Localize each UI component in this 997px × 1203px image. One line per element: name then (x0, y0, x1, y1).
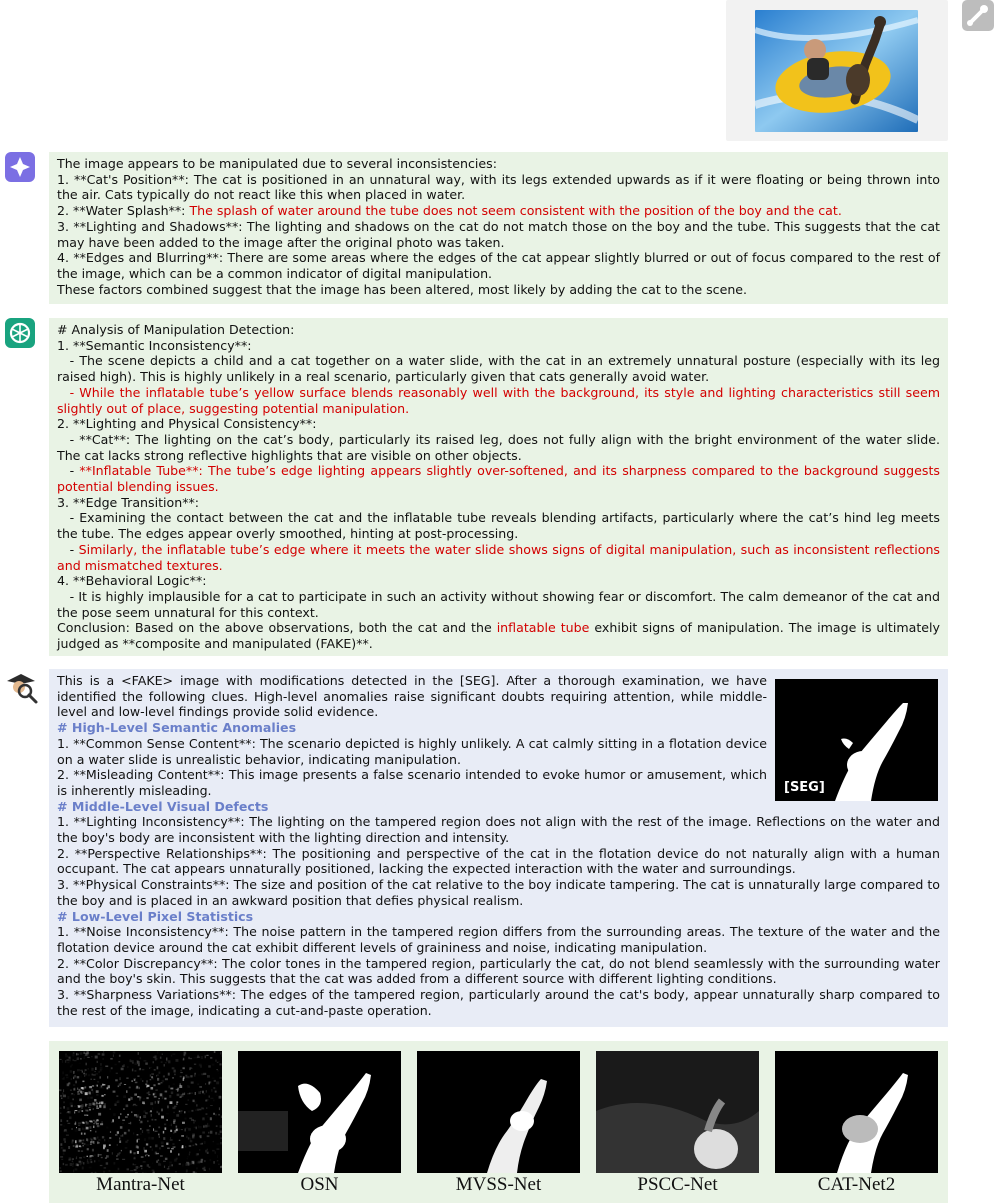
baseline-results (49, 1041, 948, 1203)
ours-line: 1. **Common Sense Content**: The scenario depicted is highly unlikely. A cat calmly sitting in a flotation device on a water slide is unrealistic behavior, indicating manipulation. (57, 735, 767, 767)
gpt-line: - It is highly implausible for a cat to participate in such an activity without showing fear or discomfort. The calm demeanor of the cat and the pose seem unnatural for this context. (57, 588, 940, 620)
gemini-logo-icon (5, 152, 35, 182)
cat-net2-mask (775, 1051, 938, 1173)
section-heading-middle: # Middle-Level Visual Defects (57, 798, 269, 814)
ours-line: 3. **Sharpness Variations**: The edges of the tampered region, particularly around the cat's body, appear unnaturally sharp compared to the rest of the image, indicating a cut-and-paste operation. (57, 987, 940, 1018)
pscc-net-mask (596, 1051, 759, 1173)
gemini-line: The image appears to be manipulated due to several inconsistencies: (57, 156, 497, 171)
gpt-line: 2. **Lighting and Physical Consistency**: (57, 416, 317, 432)
baseline-caption: MVSS-Net (455, 1174, 542, 1195)
gemini-answer (49, 152, 948, 304)
dash: - (69, 541, 79, 557)
baseline-caption: OSN (300, 1174, 339, 1195)
seg-label: [SEG] (784, 780, 825, 795)
osn-mask (238, 1051, 401, 1173)
section-heading-high: # High-Level Semantic Anomalies (57, 720, 297, 736)
gemini-line (57, 203, 940, 219)
mantra-net-mask (59, 1051, 222, 1173)
baseline-caption: PSCC-Net (637, 1174, 718, 1195)
section-heading-low: # Low-Level Pixel Statistics (57, 908, 254, 924)
seg-mask (775, 679, 938, 801)
highlighted-claim: **Inflatable Tube**: The tube’s edge lighting appears slightly over-softened, and its sharpness compared to the background suggests potential blending issues. (57, 463, 940, 495)
link-icon[interactable] (962, 0, 994, 31)
gpt-line: 4. **Behavioral Logic**: (57, 573, 207, 589)
gpt-line: # Analysis of Manipulation Detection: (57, 322, 295, 337)
gemini-line: These factors combined suggest that the image has been altered, most likely by adding the cat to the scene. (57, 281, 748, 297)
highlighted-claim: - While the inflatable tube’s yellow surface blends reasonably well with the background, its style and lighting characteristics still seem slightly out of place, suggesting potential manipulation. (57, 384, 940, 416)
gpt-line: - Examining the contact between the cat and the inflatable tube reveals blending artifacts, particularly where the cat’s hind leg meets the tube. The edges appear overly smoothed, hinting at post-processing. (57, 510, 940, 542)
highlighted-claim: The splash of water around the tube does not seem consistent with the position of the boy and the cat. (189, 203, 842, 219)
ours-line: 1. **Lighting Inconsistency**: The lighting on the tampered region does not align with the rest of the image. Reflections on the water and the boy's body are inconsistent with the lighting direction and intensity. (57, 814, 940, 846)
gpt-line: - **Cat**: The lighting on the cat’s body, particularly its raised leg, does not fully align with the bright environment of the water slide. The cat lacks strong reflective highlights that are visible on other objects. (57, 431, 940, 463)
query-image (755, 10, 918, 132)
detective-icon (3, 669, 39, 705)
highlighted-claim: Similarly, the inflatable tube’s edge where it meets the water slide shows signs of digital manipulation, such as inconsistent reflections and mismatched textures. (57, 541, 940, 573)
baseline-caption: CAT-Net2 (817, 1174, 896, 1195)
mvss-net-mask (417, 1051, 580, 1173)
ours-top-text (57, 673, 767, 799)
ours-line: 1. **Noise Inconsistency**: The noise pattern in the tampered region differs from the surrounding areas. The texture of the water and the flotation device around the cat exhibit different levels of graininess and noise, indicating manipulation. (57, 924, 940, 955)
gpt-line: 3. **Edge Transition**: (57, 494, 200, 510)
ours-line: 2. **Misleading Content**: This image presents a false scenario intended to evoke humor or amusement, which is inherently misleading. (57, 767, 767, 798)
ours-line: 3. **Physical Constraints**: The size and position of the cat relative to the boy indicate tampering. The cat is unnaturally large compared to the boy and is placed in an awkward position that defies physical realism. (57, 877, 940, 908)
gemini-line: 3. **Lighting and Shadows**: The lighting and shadows on the cat do not match those on the boy and the tube. This suggests that the cat may have been added to the image after the original photo was taken. (57, 218, 940, 250)
baseline-caption: Mantra-Net (96, 1174, 185, 1195)
gpt-line (57, 542, 940, 573)
gpt-line: 1. **Semantic Inconsistency**: (57, 337, 252, 353)
gpt-line: - The scene depicts a child and a cat together on a water slide, with the cat in an extremely unnatural posture (especially with its leg raised high). This is highly unlikely in a real scenario, particularly given that cats generally avoid water. (57, 353, 940, 385)
gpt-line (57, 620, 940, 651)
chatgpt-logo-icon (5, 318, 35, 348)
dash: - (69, 463, 80, 479)
ours-line: 2. **Color Discrepancy**: The color tones in the tampered region, particularly the cat, do not blend seamlessly with the surrounding water and the boy's skin. This suggests that the cat was added from a different source with different lighting conditions. (57, 955, 940, 987)
conclusion-post: exhibit signs of manipulation. The image is ultimately judged as **composite and manipulated (FAKE)**. (57, 620, 940, 652)
gpt-answer (49, 318, 948, 656)
conclusion-pre: Conclusion: Based on the above observations, both the cat and the (57, 620, 497, 636)
line-prefix: 2. **Water Splash**: (57, 203, 190, 219)
gemini-line: 1. **Cat's Position**: The cat is positioned in an unnatural way, with its legs extended upwards as if it were floating or being thrown into the air. Cats typically do not react like this when placed in water. (57, 171, 940, 203)
highlighted-claim: inflatable tube (496, 620, 590, 636)
ours-line: 2. **Perspective Relationships**: The positioning and perspective of the cat in the flotation device do not naturally align with a human occupant. The cat appears unnaturally positioned, lacking the expected interaction with the water and surroundings. (57, 845, 940, 877)
ours-intro: This is a <FAKE> image with modifications detected in the [SEG]. After a thorough examination, we have identified the following clues. High-level anomalies raise significant doubts requiring attention, while middle-level and low-level findings provide solid evidence. (57, 673, 767, 720)
gpt-line (57, 463, 940, 494)
gemini-line: 4. **Edges and Blurring**: There are some areas where the edges of the cat appear slightly blurred or out of focus compared to the rest of the image, which can be a common indicator of digital manipulation. (57, 250, 940, 281)
